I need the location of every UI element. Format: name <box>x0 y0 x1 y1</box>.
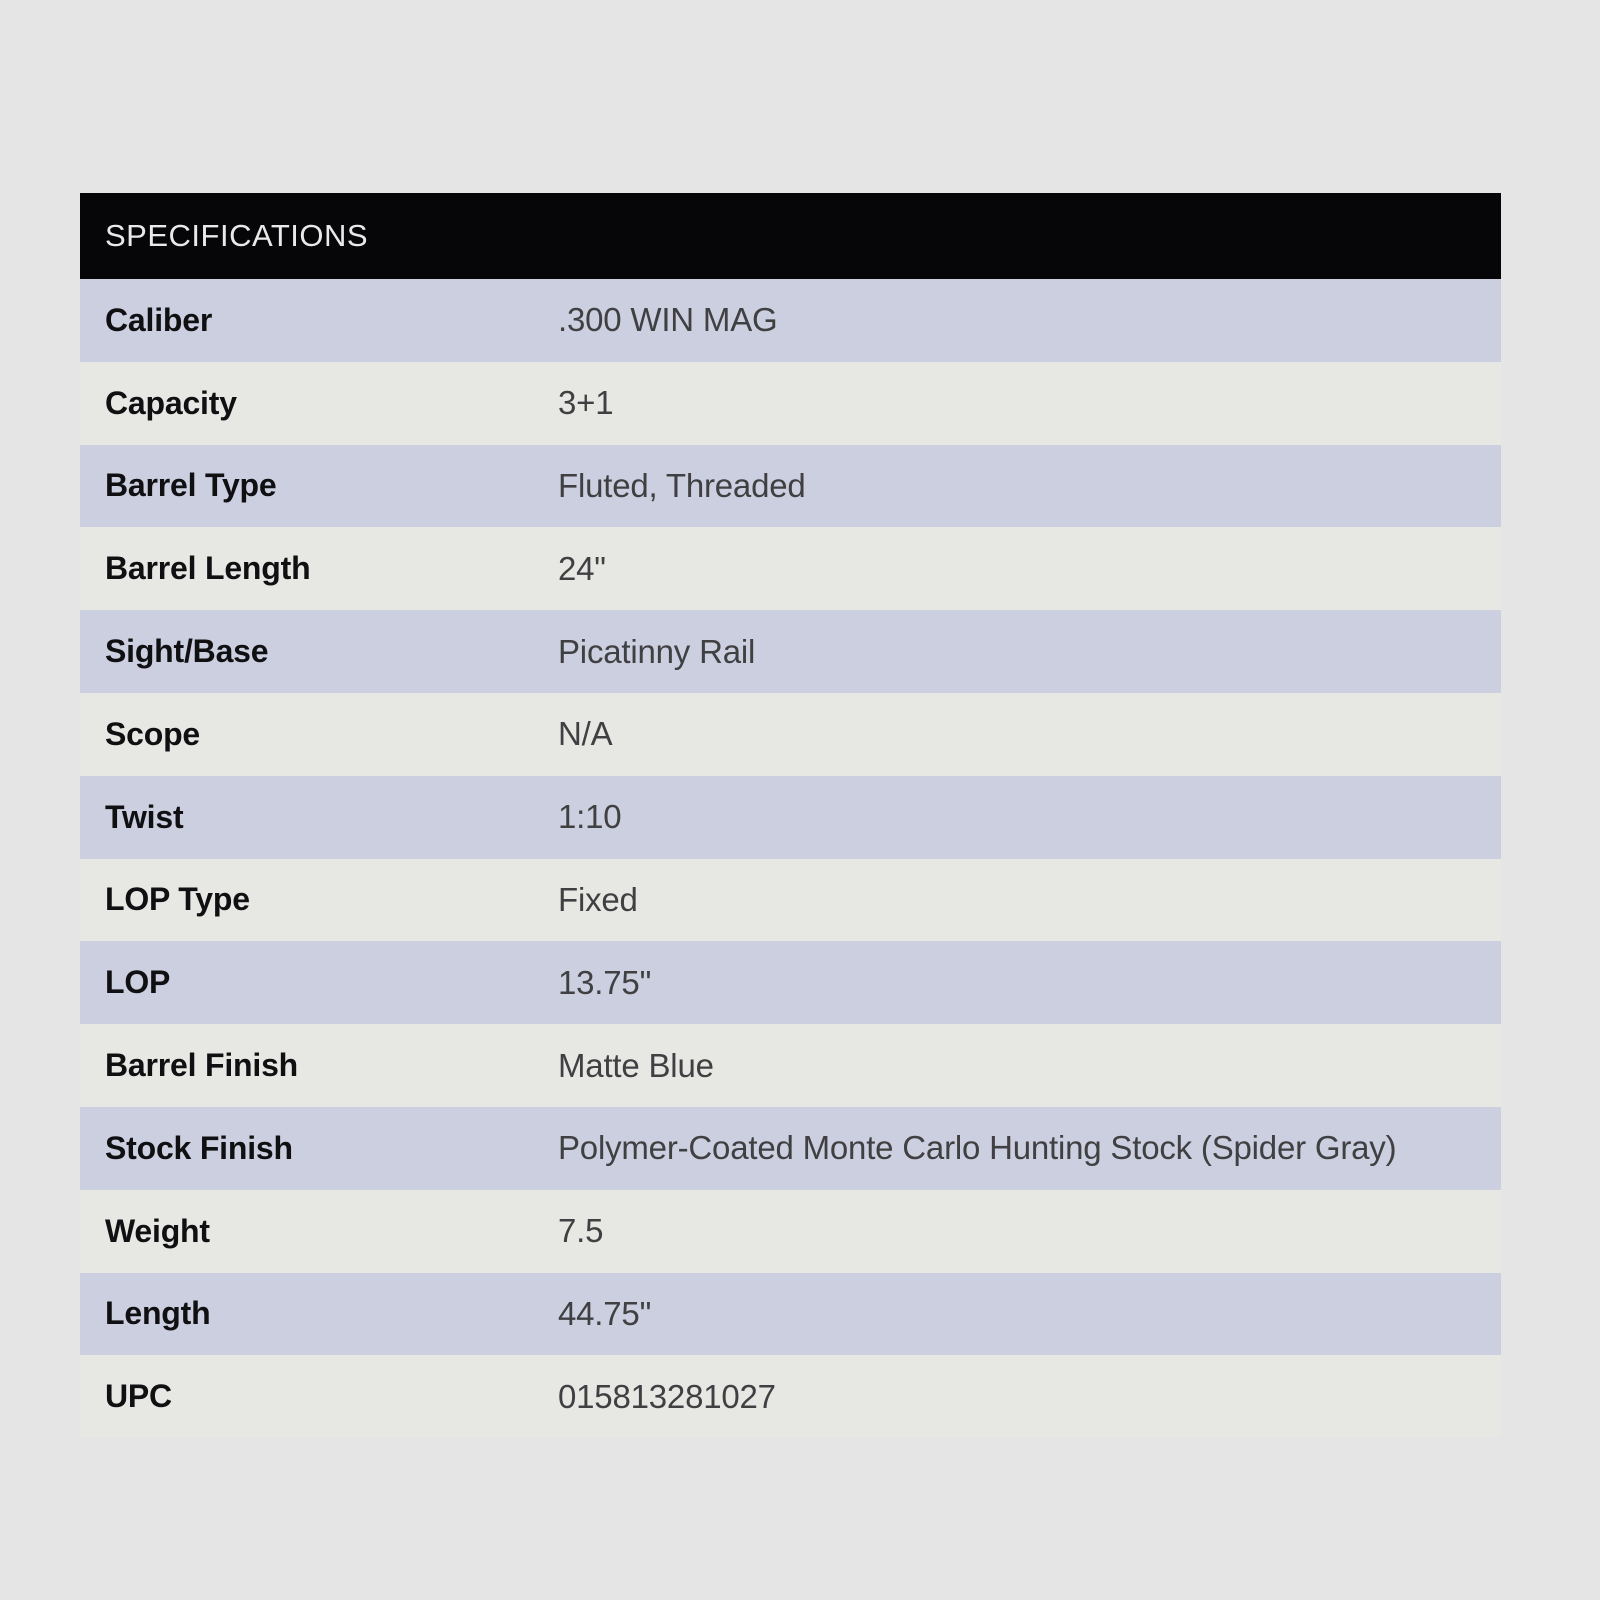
row-value: 1:10 <box>558 798 622 836</box>
row-value: Matte Blue <box>558 1046 714 1084</box>
table-row <box>80 362 1501 445</box>
table-row <box>80 445 1501 528</box>
row-label: Barrel Length <box>105 550 311 587</box>
row-label: Sight/Base <box>105 633 269 670</box>
row-value: 3+1 <box>558 384 614 422</box>
row-label: Length <box>105 1295 211 1332</box>
table-row <box>80 1355 1501 1438</box>
row-value: 44.75" <box>558 1294 652 1332</box>
row-value: 7.5 <box>558 1212 604 1250</box>
row-value: Polymer-Coated Monte Carlo Hunting Stock (Spider Gray) <box>558 1129 1397 1167</box>
table-row <box>80 610 1501 693</box>
table-row <box>80 1273 1501 1356</box>
row-label: Twist <box>105 798 184 835</box>
row-label: Caliber <box>105 301 213 338</box>
row-value: 015813281027 <box>558 1377 776 1415</box>
table-row <box>80 693 1501 776</box>
table-row <box>80 1107 1501 1190</box>
row-value: Fluted, Threaded <box>558 466 806 504</box>
specifications-table <box>80 193 1501 1438</box>
row-label: Stock Finish <box>105 1129 293 1166</box>
row-label: UPC <box>105 1378 172 1415</box>
spec-table-header <box>80 193 1501 279</box>
row-label: LOP Type <box>105 881 250 918</box>
row-value: Picatinny Rail <box>558 632 756 670</box>
row-value: 24" <box>558 549 606 587</box>
row-value: 13.75" <box>558 963 652 1001</box>
table-row <box>80 279 1501 362</box>
row-label: Barrel Type <box>105 467 277 504</box>
table-row <box>80 859 1501 942</box>
table-row <box>80 1190 1501 1273</box>
row-label: LOP <box>105 964 171 1001</box>
table-row <box>80 776 1501 859</box>
row-label: Weight <box>105 1212 210 1249</box>
row-label: Scope <box>105 715 201 752</box>
row-value: N/A <box>558 715 613 753</box>
table-row <box>80 941 1501 1024</box>
spec-table-body <box>80 279 1501 1438</box>
table-row <box>80 527 1501 610</box>
row-value: Fixed <box>558 880 638 918</box>
row-value: .300 WIN MAG <box>558 301 778 339</box>
table-row <box>80 1024 1501 1107</box>
row-label: Capacity <box>105 384 237 421</box>
row-label: Barrel Finish <box>105 1047 299 1084</box>
spec-table-title: SPECIFICATIONS <box>105 218 369 253</box>
